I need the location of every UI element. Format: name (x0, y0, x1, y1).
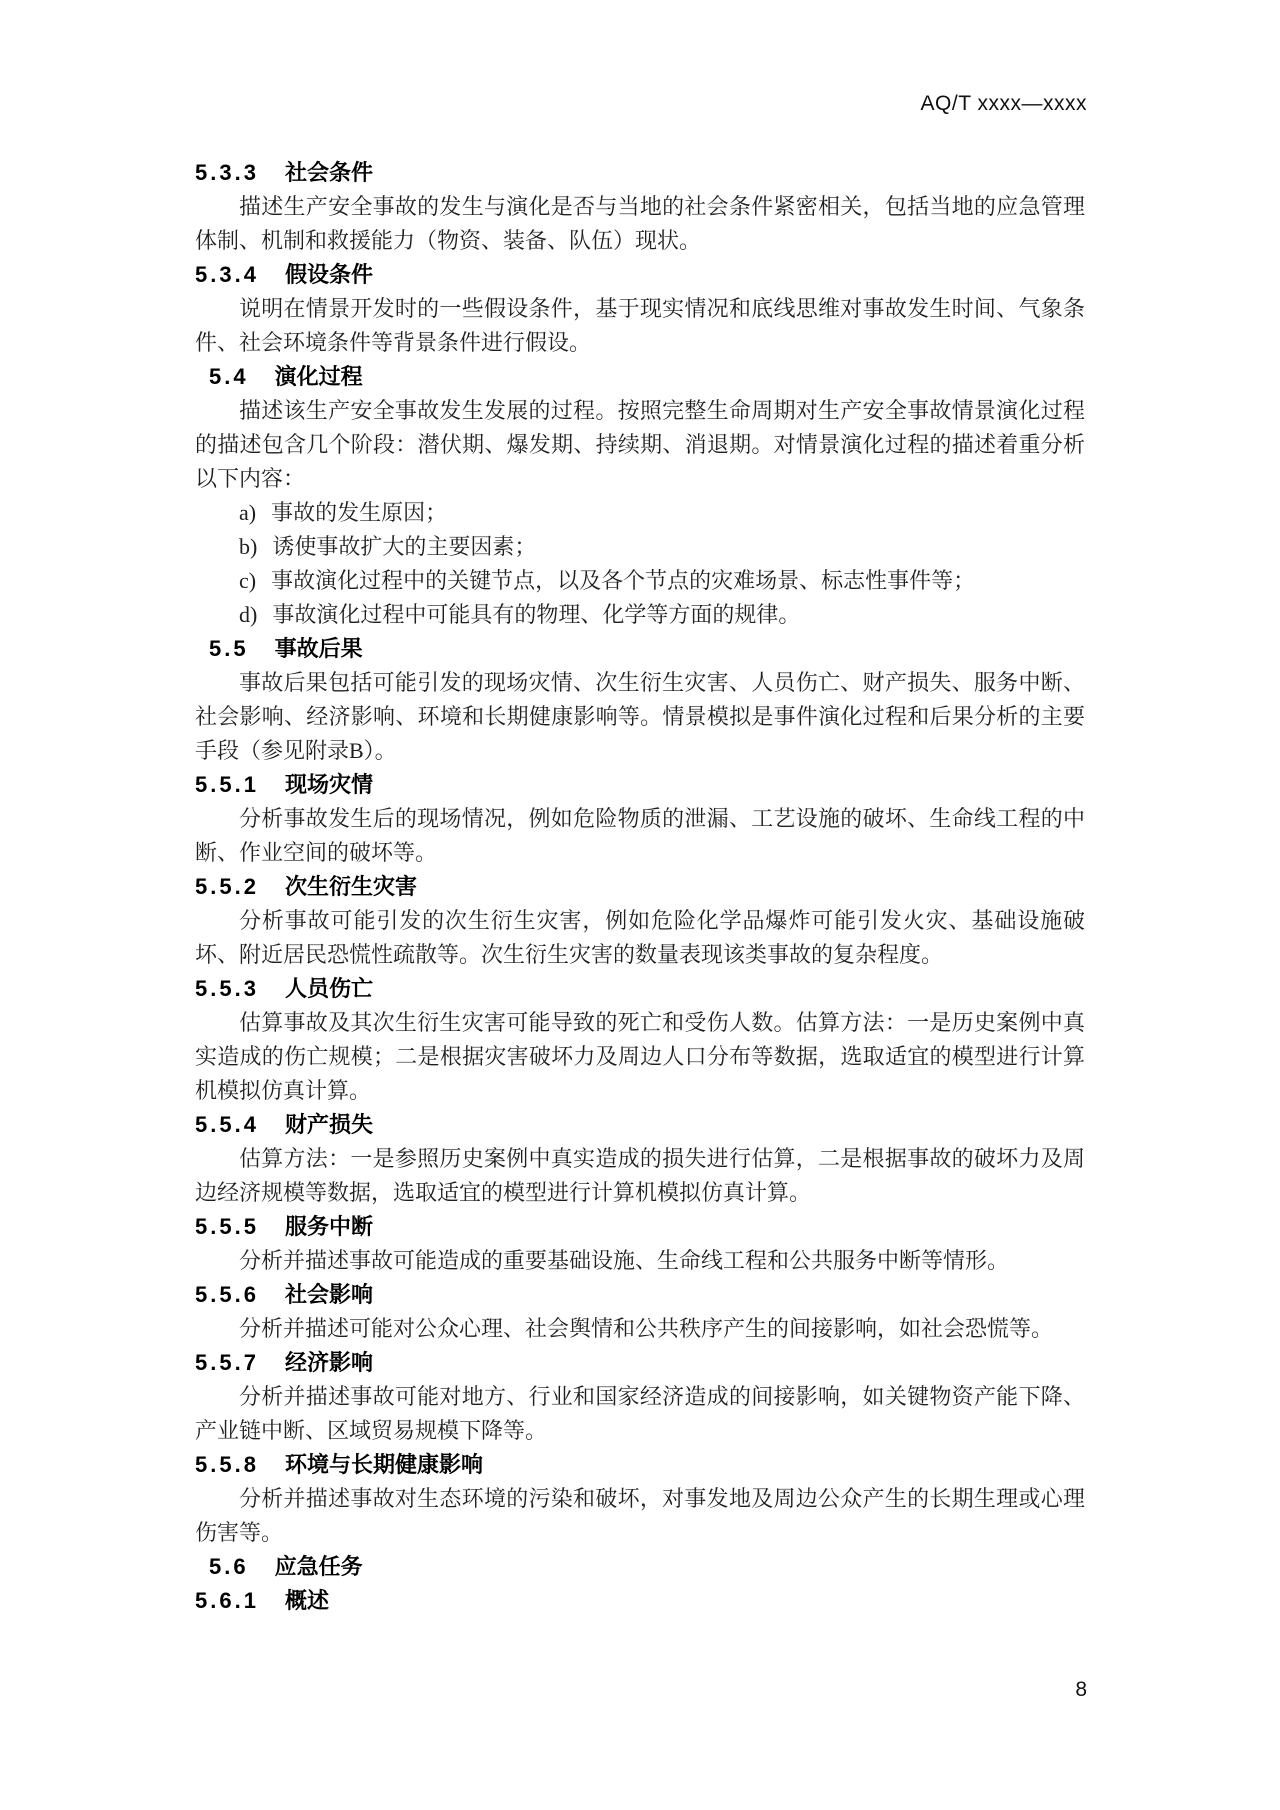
list-item (195, 564, 1085, 598)
list-marker: c) (239, 568, 257, 593)
body-paragraph: 描述该生产安全事故发生发展的过程。按照完整生命周期对生产安全事故情景演化过程的描述包含几个阶段：潜伏期、爆发期、持续期、消退期。对情景演化过程的描述着重分析以下内容： (195, 398, 1085, 491)
list-marker: b) (239, 534, 258, 559)
section-title: 人员伤亡 (284, 976, 373, 1001)
section-title: 社会条件 (284, 160, 373, 185)
section-heading (195, 1346, 1085, 1380)
section-number: 5.5.4 (195, 1112, 259, 1137)
body-paragraph: 分析并描述事故可能造成的重要基础设施、生命线工程和公共服务中断等情形。 (239, 1248, 1010, 1273)
section-title: 演化过程 (274, 364, 363, 389)
section-heading (195, 360, 1085, 394)
list-marker: d) (239, 602, 258, 627)
body-paragraph: 说明在情景开发时的一些假设条件，基于现实情况和底线思维对事故发生时间、气象条件、社会环境条件等背景条件进行假设。 (195, 296, 1085, 355)
section-number: 5.5.2 (195, 874, 259, 899)
list-item-text: 事故演化过程中的关键节点，以及各个节点的灾难场景、标志性事件等； (271, 568, 976, 593)
body-paragraph: 分析事故发生后的现场情况，例如危险物质的泄漏、工艺设施的破坏、生命线工程的中断、作业空间的破坏等。 (195, 806, 1085, 865)
section-heading (195, 1210, 1085, 1244)
section-title: 环境与长期健康影响 (284, 1452, 483, 1477)
section-heading (195, 1584, 1085, 1618)
section-heading (195, 1550, 1085, 1584)
section-heading (195, 870, 1085, 904)
body-paragraph: 事故后果包括可能引发的现场灾情、次生衍生灾害、人员伤亡、财产损失、服务中断、社会影响、经济影响、环境和长期健康影响等。情景模拟是事件演化过程和后果分析的主要手段（参见附录B）。 (195, 670, 1085, 763)
body-paragraph: 估算事故及其次生衍生灾害可能导致的死亡和受伤人数。估算方法：一是历史案例中真实造成的伤亡规模；二是根据灾害破坏力及周边人口分布等数据，选取适宜的模型进行计算机模拟仿真计算。 (195, 1010, 1085, 1103)
section-heading (195, 768, 1085, 802)
section-title: 经济影响 (284, 1350, 373, 1375)
section-heading (195, 258, 1085, 292)
section-heading (195, 1448, 1085, 1482)
section-title: 次生衍生灾害 (284, 874, 417, 899)
section-number: 5.5.7 (195, 1350, 259, 1375)
section-number: 5.3.4 (195, 262, 259, 287)
section-title: 财产损失 (284, 1112, 373, 1137)
body-paragraph: 分析事故可能引发的次生衍生灾害，例如危险化学品爆炸可能引发火灾、基础设施破坏、附近居民恐慌性疏散等。次生衍生灾害的数量表现该类事故的复杂程度。 (195, 908, 1085, 967)
section-number: 5.6.1 (195, 1588, 259, 1613)
section-title: 假设条件 (284, 262, 373, 287)
body-paragraph: 分析并描述事故可能对地方、行业和国家经济造成的间接影响，如关键物资产能下降、产业链中断、区域贸易规模下降等。 (195, 1384, 1085, 1443)
section-title: 应急任务 (274, 1554, 363, 1579)
section-heading (195, 1278, 1085, 1312)
document-code-header: AQ/T xxxx—xxxx (920, 92, 1087, 115)
section-title: 事故后果 (274, 636, 363, 661)
list-item (195, 530, 1085, 564)
list-item (195, 496, 1085, 530)
body-paragraph: 估算方法：一是参照历史案例中真实造成的损失进行估算，二是根据事故的破坏力及周边经济规模等数据，选取适宜的模型进行计算机模拟仿真计算。 (195, 1146, 1085, 1205)
body-paragraph: 分析并描述事故对生态环境的污染和破坏，对事发地及周边公众产生的长期生理或心理伤害等。 (195, 1486, 1085, 1545)
section-number: 5.5.3 (195, 976, 259, 1001)
list-item-text: 事故演化过程中可能具有的物理、化学等方面的规律。 (272, 602, 801, 627)
section-heading (195, 156, 1085, 190)
body-paragraph: 分析并描述可能对公众心理、社会舆情和公共秩序产生的间接影响，如社会恐慌等。 (239, 1316, 1054, 1341)
list-marker: a) (239, 500, 257, 525)
section-heading (195, 972, 1085, 1006)
section-number: 5.4 (209, 364, 249, 389)
section-number: 5.5.6 (195, 1282, 259, 1307)
section-number: 5.5.1 (195, 772, 259, 797)
section-title: 服务中断 (284, 1214, 373, 1239)
page-number: 8 (1075, 1678, 1087, 1701)
section-number: 5.3.3 (195, 160, 259, 185)
list-item-text: 诱使事故扩大的主要因素； (272, 534, 537, 559)
list-item (195, 598, 1085, 632)
document-body (195, 156, 1085, 1618)
section-number: 5.6 (209, 1554, 249, 1579)
section-number: 5.5.8 (195, 1452, 259, 1477)
section-title: 概述 (284, 1588, 329, 1613)
section-heading (195, 632, 1085, 666)
body-paragraph: 描述生产安全事故的发生与演化是否与当地的社会条件紧密相关，包括当地的应急管理体制、机制和救援能力（物资、装备、队伍）现状。 (195, 194, 1085, 253)
section-title: 现场灾情 (284, 772, 373, 797)
section-title: 社会影响 (284, 1282, 373, 1307)
section-number: 5.5 (209, 636, 249, 661)
section-heading (195, 1108, 1085, 1142)
list-item-text: 事故的发生原因； (271, 500, 448, 525)
section-number: 5.5.5 (195, 1214, 259, 1239)
